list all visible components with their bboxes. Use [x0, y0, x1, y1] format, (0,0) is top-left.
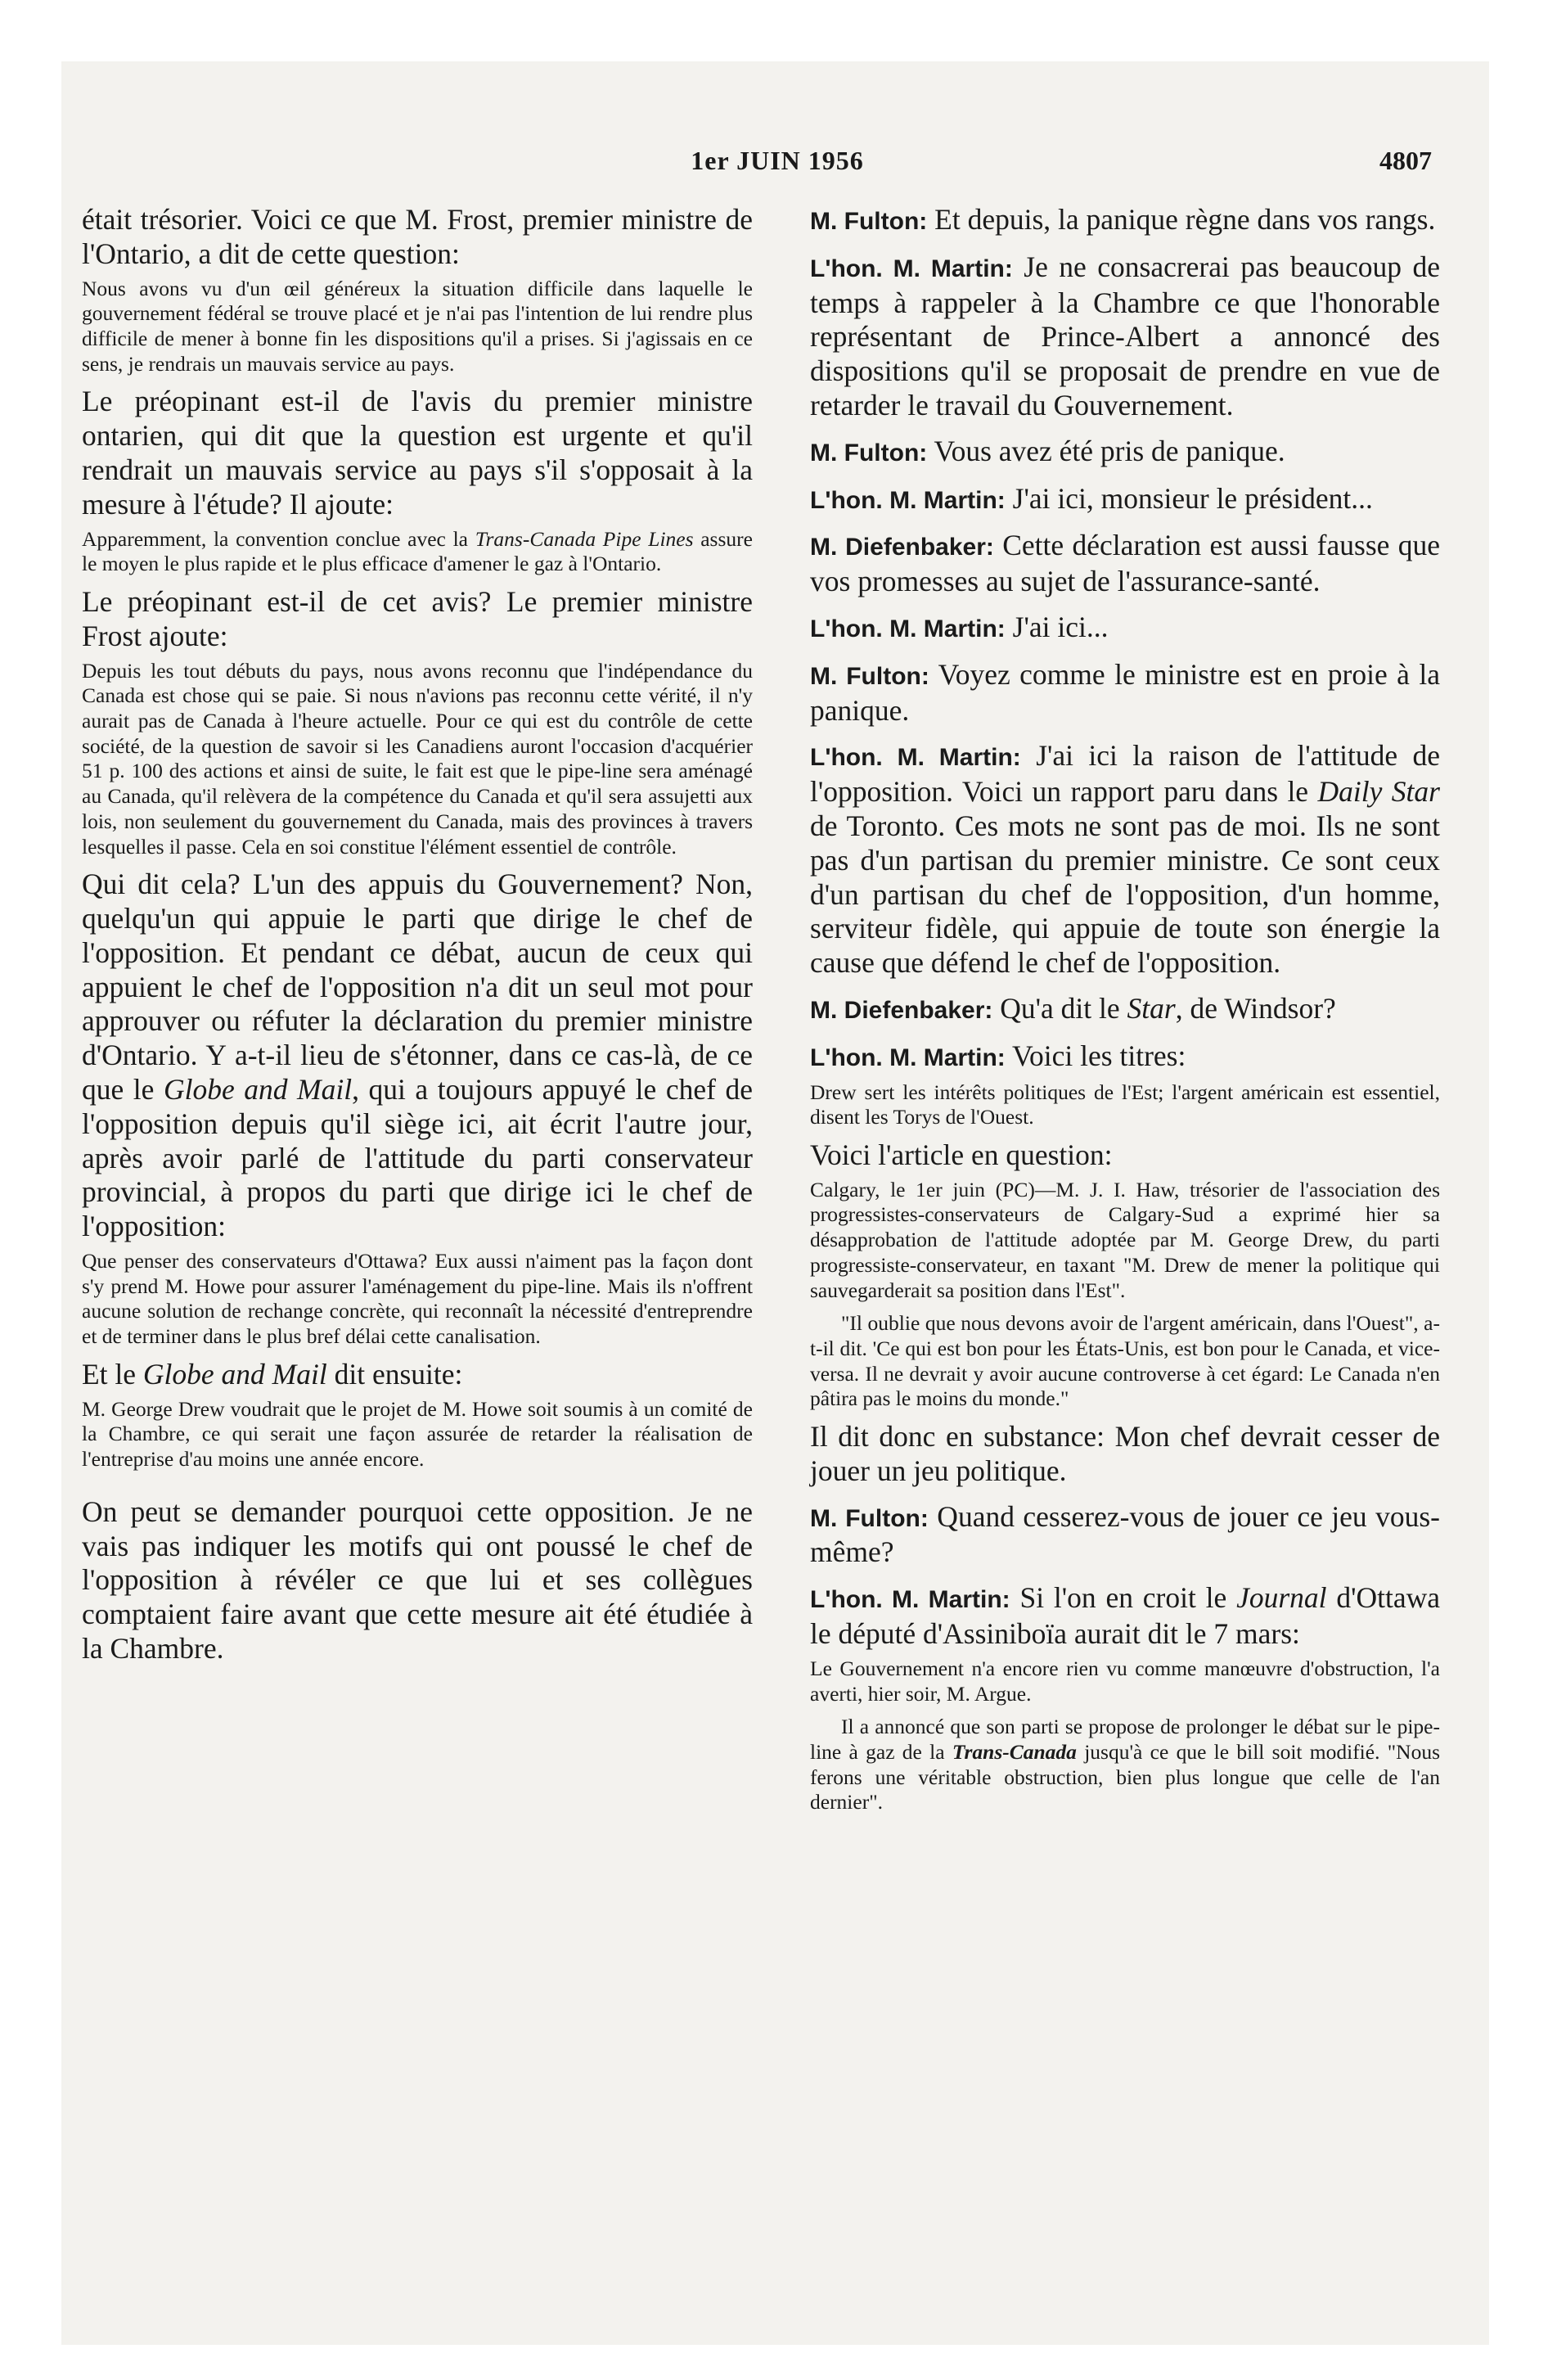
quotation: Nous avons vu d'un œil généreux la situation difficile dans laquelle le gouvernement fédéral se trouve placé et je n'ai pas l'intention de lui rendre plus difficile de mener à bonne fin les dispositions qu'il a prises. Si j'agissais en ce sens, je rendrais un mauvais service au pays. — [82, 276, 753, 376]
paragraph: Il dit donc en substance: Mon chef devrait cesser de jouer un jeu politique. — [810, 1420, 1440, 1487]
speaker-name: M. Diefenbaker: — [810, 996, 993, 1024]
quotation: Depuis les tout débuts du pays, nous avons reconnu que l'indépendance du Canada est chose qui se paie. Si nous n'avions pas reconnu cette vérité, il n'y aurait pas de Canada à l'heure actuelle. Pour ce qui est du contrôle de cette société, de la question de savoir si les Canadiens auront l'occasion d'acquérier 51 p. 100 des actions et ainsi de suite, le fait est que le pipe-line sera aménagé au Canada, qu'il relèvera de la compétence du Canada et qu'il sera assujetti aux lois, non seulement du gouvernement du Canada, mais des provinces à travers lesquelles il passe. Cela en soi constitue l'élément essentiel de contrôle. — [82, 658, 753, 859]
speaker-name: L'hon. M. Martin: — [810, 1044, 1006, 1071]
quotation: Drew sert les intérêts politiques de l'Est; l'argent américain est essentiel, disent les Torys de l'Ouest. — [810, 1080, 1440, 1129]
paragraph: était trésorier. Voici ce que M. Frost, premier ministre de l'Ontario, a dit de cette question: — [82, 203, 753, 270]
speaker-name: M. Fulton: — [810, 439, 928, 467]
speech: M. Fulton: Voyez comme le ministre est en proie à la panique. — [810, 657, 1440, 727]
quotation: Que penser des conservateurs d'Ottawa? Eux aussi n'aiment pas la façon dont s'y prend M. Howe pour assurer l'aménagement du pipe-line. Mais ils n'offrent aucune solution de rechange concrète, qui reconnaît la nécessité d'entreprendre et de terminer dans le plus bref délai cette canalisation. — [82, 1248, 753, 1349]
quotation: M. George Drew voudrait que le projet de M. Howe soit soumis à un comité de la Chambre, ce qui serait une façon assurée de retarder la réalisation de l'entreprise d'au moins une année encore. — [82, 1396, 753, 1471]
speaker-name: L'hon. M. Martin: — [810, 744, 1021, 772]
speech: L'hon. M. Martin: Si l'on en croit le Journal d'Ottawa le député d'Assiniboïa aurait dit le 7 mars: — [810, 1581, 1440, 1651]
quotation: "Il oublie que nous devons avoir de l'argent américain, dans l'Ouest", a-t-il dit. 'Ce qui est bon pour les États-Unis, est bon pour le Canada, et vice-versa. Il ne devrait y avoir aucune controverse à cet égard: Le Canada n'en pâtira pas le moins du monde." — [810, 1311, 1440, 1411]
paragraph: Et le Globe and Mail dit ensuite: — [82, 1357, 463, 1391]
paragraph: Qui dit cela? L'un des appuis du Gouvernement? Non, quelqu'un qui appuie le parti que dirige le chef de l'opposition. Et pendant ce débat, aucun de ceux qui appuient le chef de l'opposition n'a dit un seul mot pour approuver ou réfuter la déclaration du premier ministre d'Ontario. Y a-t-il lieu de s'étonner, dans ce cas-là, de ce que le Globe and Mail, qui a toujours appuyé le chef de l'opposition depuis qu'il siège ici, ait écrit l'autre jour, après avoir parlé de l'attitude du parti conservateur provincial, à propos du parti que dirige ici le chef de l'opposition: — [82, 868, 753, 1243]
speech: L'hon. M. Martin: J'ai ici, monsieur le président... — [810, 481, 1373, 515]
speech: M. Diefenbaker: Qu'a dit le Star, de Windsor? — [810, 991, 1336, 1025]
speaker-name: M. Diefenbaker: — [810, 534, 994, 561]
paragraph: Voici l'article en question: — [810, 1138, 1113, 1171]
page-header — [61, 146, 1489, 178]
right-column — [810, 203, 1440, 1823]
speech: L'hon. M. Martin: J'ai ici... — [810, 610, 1109, 643]
speaker-name: L'hon. M. Martin: — [810, 255, 1013, 282]
paragraph: Le préopinant est-il de l'avis du premier ministre ontarien, qui dit que la question est urgente et qu'il rendrait un mauvais service au pays s'il s'opposait à la mesure à l'étude? Il ajoute: — [82, 385, 753, 521]
speech: M. Fulton: Quand cesserez-vous de jouer ce jeu vous-même? — [810, 1499, 1441, 1569]
speech: M. Fulton: Et depuis, la panique règne dans vos rangs. — [810, 203, 1436, 236]
left-column — [82, 203, 753, 1666]
speaker-name: M. Fulton: — [810, 1504, 929, 1532]
speech: L'hon. M. Martin: Je ne consacrerai pas beaucoup de temps à rappeler à la Chambre ce que l'honorable représentant de Prince-Albert a annoncé des dispositions qu'il se proposait de prendre en vue de retarder le travail du Gouvernement. — [810, 250, 1440, 421]
speech: L'hon. M. Martin: J'ai ici la raison de l'attitude de l'opposition. Voici un rapport paru dans le Daily Star de Toronto. Ces mots ne sont pas de moi. Ils ne sont pas d'un partisan du premier ministre. Ce sont ceux d'un partisan du chef de l'opposition, d'un homme, serviteur fidèle, qui appuie de toute son énergie la cause que défend le chef de l'opposition. — [810, 739, 1440, 980]
paragraph: On peut se demander pourquoi cette opposition. Je ne vais pas indiquer les motifs qui ont poussé le chef de l'opposition à révéler ce que lui et ses collègues comptaient faire avant que cette mesure ait été étudiée à la Chambre. — [82, 1494, 753, 1665]
speaker-name: L'hon. M. Martin: — [810, 615, 1006, 642]
speech: M. Fulton: Vous avez été pris de panique. — [810, 434, 1285, 467]
quotation: Apparemment, la convention conclue avec la Trans-Canada Pipe Lines assure le moyen le plus rapide et le plus efficace d'amener le gaz à l'Ontario. — [82, 526, 753, 576]
speaker-name: M. Fulton: — [810, 662, 929, 690]
speech: M. Diefenbaker: Cette déclaration est aussi fausse que vos promesses au sujet de l'assurance-santé. — [810, 529, 1441, 598]
quotation: Calgary, le 1er juin (PC)—M. J. I. Haw, trésorier de l'association des progressistes-conservateurs de Calgary-Sud a exprimé hier sa désapprobation de l'attitude adoptée par M. George Drew, du parti progressiste-conservateur, en taxant "M. Drew de mener la politique qui sauvegarderait sa position dans l'Est". — [810, 1177, 1440, 1302]
quotation: Il a annoncé que son parti se propose de prolonger le débat sur le pipe-line à gaz de la Trans-Canada jusqu'à ce que le bill soit modifié. "Nous ferons une véritable obstruction, bien plus longue que celle de l'an dernier". — [810, 1715, 1440, 1814]
speech: L'hon. M. Martin: Voici les titres: — [810, 1039, 1186, 1072]
speaker-name: L'hon. M. Martin: — [810, 1586, 1010, 1614]
page-date: 1er JUIN 1956 — [691, 146, 864, 175]
speaker-name: L'hon. M. Martin: — [810, 486, 1006, 514]
speaker-name: M. Fulton: — [810, 208, 928, 235]
quotation: Le Gouvernement n'a encore rien vu comme manœuvre d'obstruction, l'a averti, hier soir, M. Argue. — [810, 1656, 1440, 1706]
page-number: 4807 — [1379, 146, 1432, 175]
paragraph: Le préopinant est-il de cet avis? Le premier ministre Frost ajoute: — [82, 585, 753, 652]
